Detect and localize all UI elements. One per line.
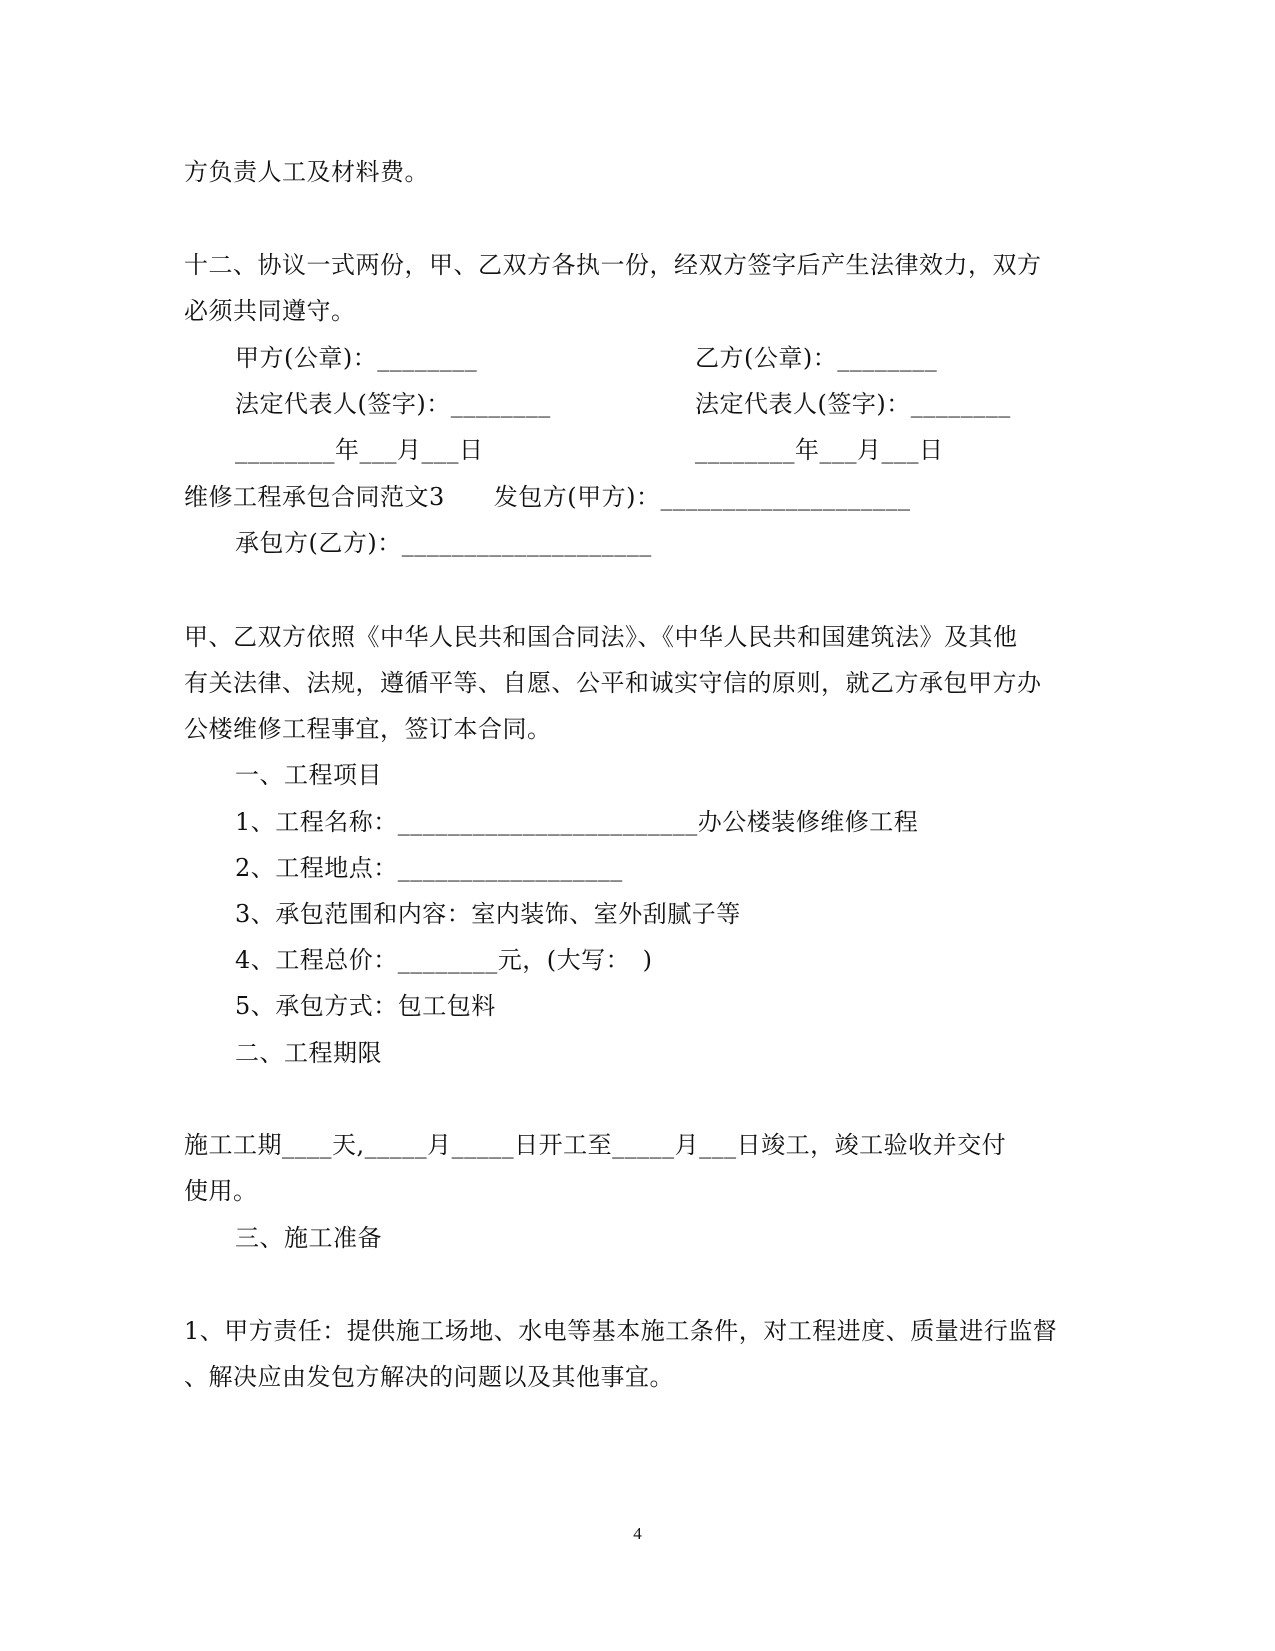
party-a-date-line: ________年___月___日: [235, 436, 484, 464]
contract-title-line: 维修工程承包合同范文3 发包方(甲方)：____________________: [184, 483, 911, 511]
list-item: 2、工程地点：__________________: [235, 854, 623, 882]
paragraph-line: 、解决应由发包方解决的问题以及其他事宜。: [184, 1363, 674, 1391]
section-heading: 三、施工准备: [235, 1224, 382, 1252]
paragraph-line: 必须共同遵守。: [184, 297, 356, 325]
paragraph-line: 有关法律、法规，遵循平等、自愿、公平和诚实守信的原则，就乙方承包甲方办: [184, 669, 1042, 697]
paragraph-line: 甲、乙双方依照《中华人民共和国合同法》、《中华人民共和国建筑法》及其他: [184, 623, 1018, 651]
party-a-seal-line: 甲方(公章)：________: [235, 344, 478, 372]
list-item: 5、承包方式：包工包料: [235, 992, 496, 1020]
paragraph-line: 方负责人工及材料费。: [184, 158, 429, 186]
party-b-rep-line: 法定代表人(签字)：________: [695, 390, 1011, 418]
paragraph-line: 1、甲方责任：提供施工场地、水电等基本施工条件，对工程进度、质量进行监督: [184, 1317, 1058, 1345]
contractor-line: 承包方(乙方)：____________________: [235, 529, 652, 557]
section-heading: 一、工程项目: [235, 761, 382, 789]
paragraph-line: 使用。: [184, 1177, 258, 1205]
list-item: 1、工程名称：________________________办公楼装修维修工程: [235, 808, 919, 836]
list-item: 3、承包范围和内容：室内装饰、室外刮腻子等: [235, 900, 741, 928]
page-number: 4: [633, 1524, 642, 1543]
party-b-date-line: ________年___月___日: [695, 436, 944, 464]
section-heading: 二、工程期限: [235, 1039, 382, 1067]
paragraph-line: 公楼维修工程事宜，签订本合同。: [184, 715, 552, 743]
list-item: 4、工程总价：________元，(大写： ): [235, 946, 653, 974]
party-a-rep-line: 法定代表人(签字)：________: [235, 390, 551, 418]
paragraph-line: 施工工期____天,_____月_____日开工至_____月___日竣工，竣工验收并交付: [184, 1131, 1007, 1159]
party-b-seal-line: 乙方(公章)：________: [695, 344, 938, 372]
paragraph-line: 十二、协议一式两份，甲、乙双方各执一份，经双方签字后产生法律效力，双方: [184, 251, 1042, 279]
